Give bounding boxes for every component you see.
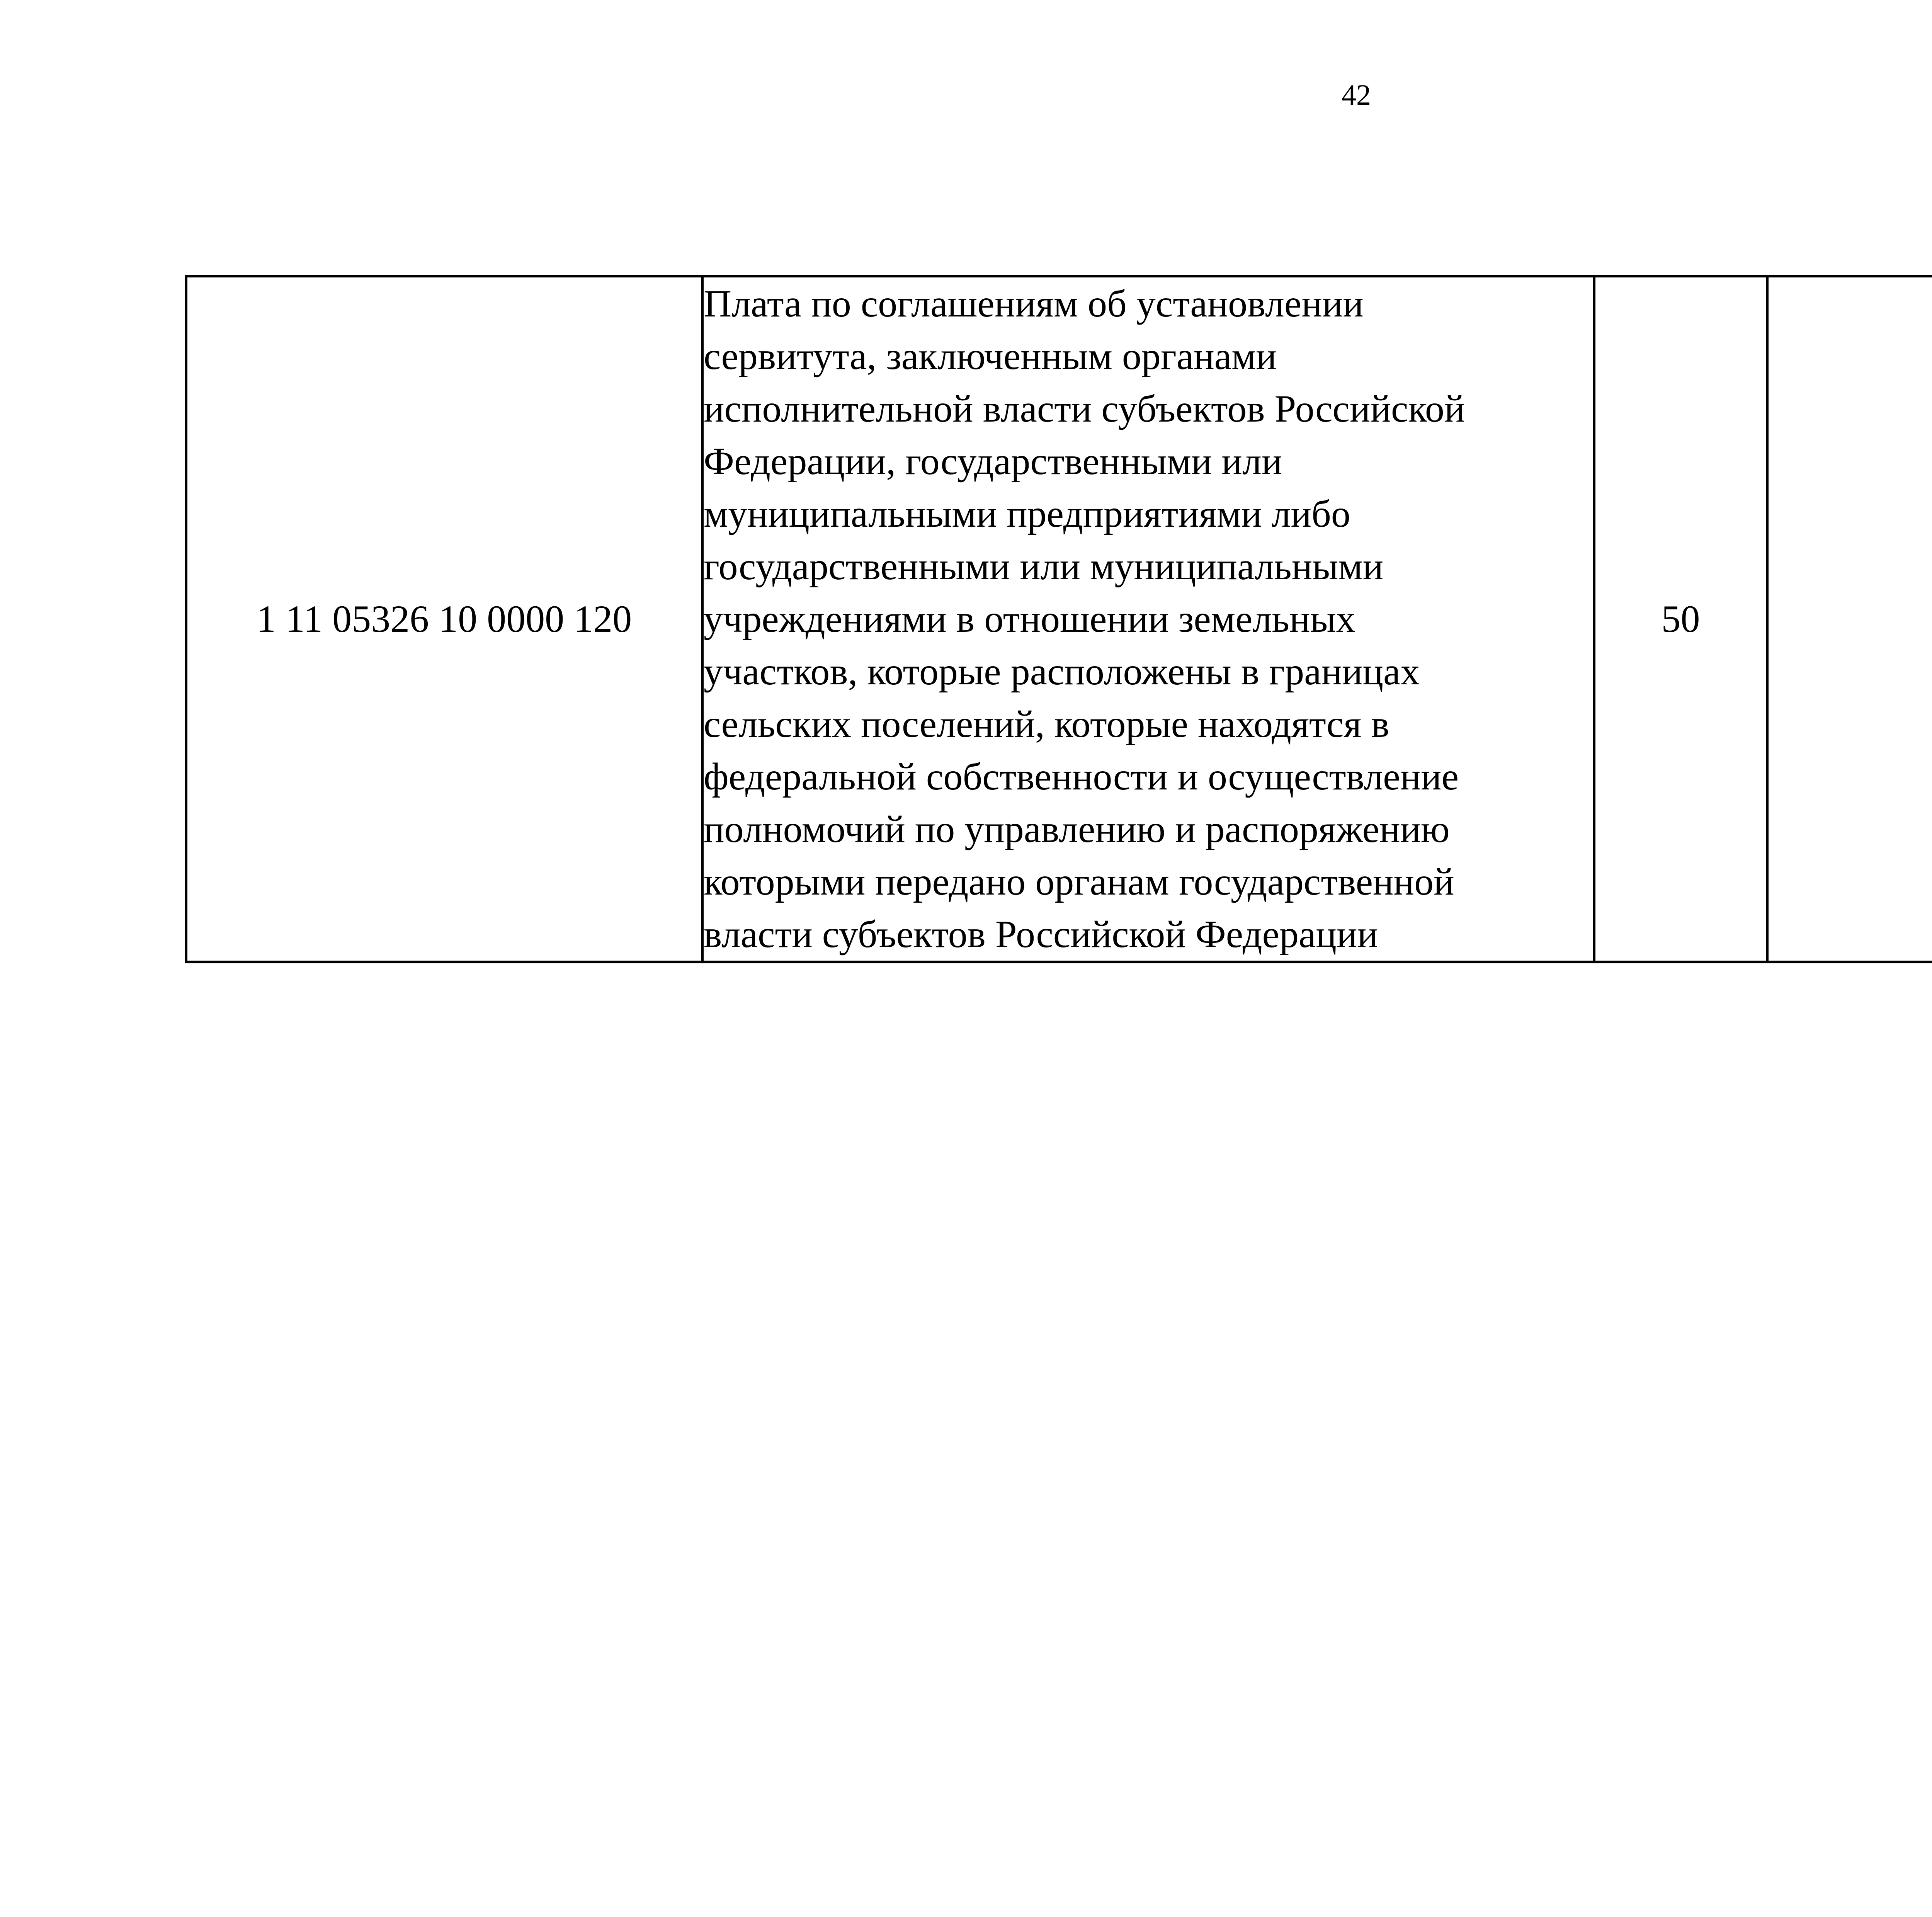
budget-code-cell: 1 11 05326 10 0000 120: [186, 276, 702, 962]
table-row: [186, 276, 1932, 962]
revenue-table: [185, 275, 1932, 963]
amount-cell-4: [1767, 276, 1932, 962]
amount-cell-3: 50: [1594, 276, 1767, 962]
income-description-cell: Плата по соглашениям об установлении сервитута, заключенным органами исполнительной власти субъектов Российской Федерации, государственными или муниципальными предприятиями либо государственными или муниципальными учреждениями в отношении земельных участков, которые расположены в границах сельских поселений, которые находятся в федеральной собственности и осуществление полномочий по управлению и распоряжению которыми передано органам государственной власти субъектов Российской Федерации: [702, 276, 1594, 962]
page-number: 42: [1342, 79, 1371, 111]
